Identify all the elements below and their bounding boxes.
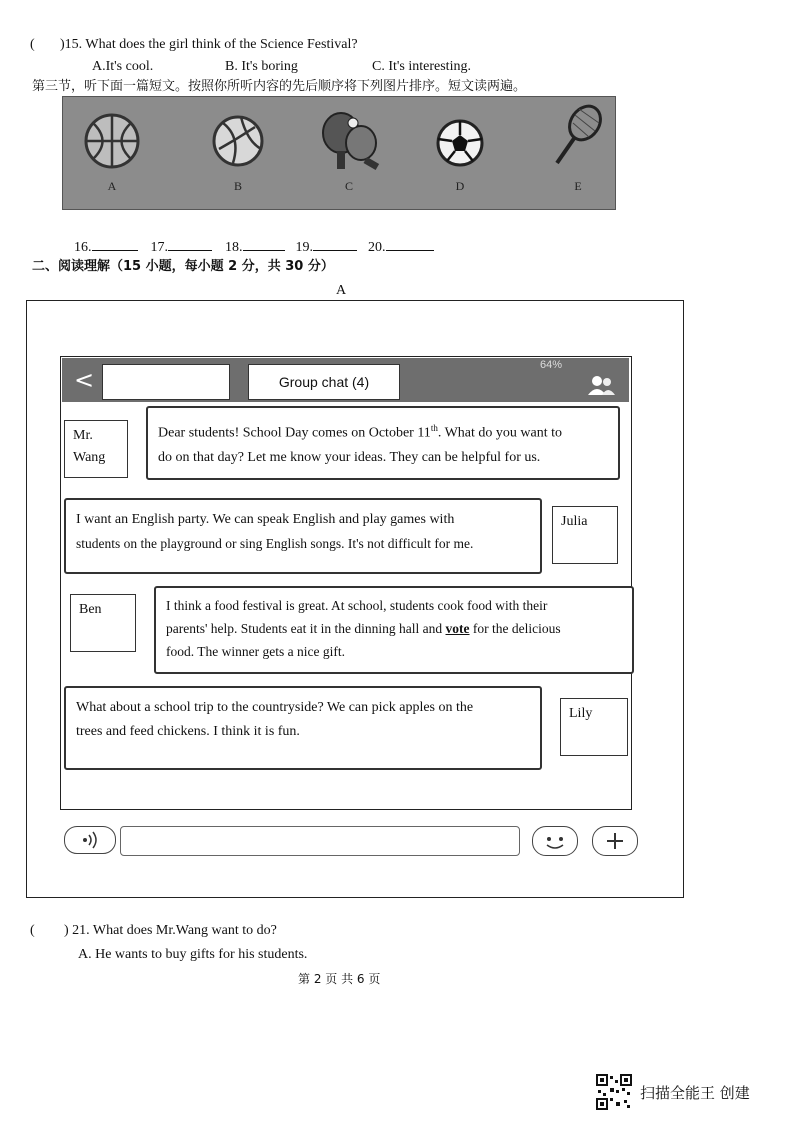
q15-option-b: B. It's boring	[225, 59, 298, 74]
msg-ben-line2b: for the delicious	[469, 621, 561, 636]
voice-icon[interactable]	[64, 826, 116, 854]
msg-mr-wang-sup: th	[430, 423, 438, 433]
tennis-racket-icon	[543, 97, 613, 177]
blank-19-label: 19.	[295, 240, 313, 255]
blank-20[interactable]	[386, 236, 434, 251]
scanner-watermark: 扫描全能王 创建	[640, 1084, 750, 1102]
part2-heading: 二、阅读理解（15 小题，每小题 2 分，共 30 分）	[32, 259, 334, 274]
blank-16-label: 16.	[74, 240, 92, 255]
sender-julia: Julia	[552, 506, 618, 564]
blank-19[interactable]	[313, 236, 357, 251]
picture-d	[425, 97, 495, 209]
picture-d-label: D	[455, 179, 465, 193]
q15-paren: (	[30, 37, 35, 52]
q15-question: )15. What does the girl think of the Science Festival?	[60, 37, 358, 52]
msg-lily-line1: What about a school trip to the countryside? We can pick apples on the	[76, 700, 474, 715]
ping-pong-icon	[309, 97, 389, 177]
message-ben	[154, 586, 634, 674]
chevron-left-icon[interactable]: <	[74, 366, 95, 394]
blank-17[interactable]	[168, 236, 212, 251]
sports-picture-strip	[62, 96, 616, 210]
message-input[interactable]	[120, 826, 520, 856]
msg-ben-line1: I think a food festival is great. At school, students cook food with their	[166, 598, 548, 613]
sender-mr-wang-line1: Mr.	[73, 428, 93, 443]
battery-status: 64%	[540, 359, 563, 371]
msg-ben-line2a: parents' help. Students eat it in the dinning hall and	[166, 621, 446, 636]
message-julia	[64, 498, 542, 574]
picture-b-label: B	[233, 179, 242, 193]
msg-mr-wang-line1b: . What do you want to	[437, 425, 562, 441]
chat-title: Group chat (4)	[248, 364, 400, 400]
sender-lily: Lily	[560, 698, 628, 756]
msg-julia-line2: students on the playground or sing English songs. It's not difficult for me.	[76, 536, 474, 551]
volleyball-icon	[203, 97, 273, 177]
q21-question: ) 21. What does Mr.Wang want to do?	[64, 923, 277, 938]
blank-18[interactable]	[243, 236, 285, 251]
plus-icon[interactable]	[592, 826, 638, 856]
picture-c	[309, 97, 389, 209]
chat-top-bar	[62, 358, 629, 402]
q15-option-c: C. It's interesting.	[372, 59, 471, 74]
sender-ben: Ben	[70, 594, 136, 652]
blank-17-label: 17.	[150, 240, 168, 255]
msg-mr-wang-line2: do on that day? Let me know your ideas. They can be helpful for us.	[158, 449, 541, 465]
page-number: 第 2 页 共 6 页	[298, 972, 381, 986]
picture-c-label: C	[344, 179, 353, 193]
picture-e	[543, 97, 613, 209]
sender-mr-wang	[64, 420, 128, 478]
answer-blanks	[74, 236, 434, 257]
msg-mr-wang-line1a: Dear students! School Day comes on October 11	[158, 425, 431, 441]
picture-b	[203, 97, 273, 209]
q15-option-a: A.It's cool.	[92, 59, 154, 74]
section3-instruction: 第三节，听下面一篇短文。按照你所听内容的先后顺序将下列图片排序。短文读两遍。	[32, 79, 527, 94]
emoji-icon[interactable]	[532, 826, 578, 856]
group-icon[interactable]	[586, 374, 616, 396]
msg-lily-line2: trees and feed chickens. I think it is fun.	[76, 724, 300, 739]
picture-a-label: A	[107, 179, 117, 193]
picture-e-label: E	[574, 179, 582, 193]
message-lily	[64, 686, 542, 770]
picture-a	[77, 97, 147, 209]
basketball-icon	[77, 97, 147, 177]
sender-mr-wang-line2: Wang	[73, 450, 106, 465]
message-mr-wang	[146, 406, 620, 480]
passage-label: A	[336, 283, 347, 298]
blank-16[interactable]	[92, 236, 138, 251]
qr-code-icon	[596, 1074, 632, 1110]
soccer-ball-icon	[425, 97, 495, 177]
back-label-box	[102, 364, 230, 400]
blank-20-label: 20.	[368, 240, 386, 255]
msg-julia-line1: I want an English party. We can speak English and play games with	[76, 512, 455, 527]
msg-ben-line3: food. The winner gets a nice gift.	[166, 644, 345, 659]
vote-word: vote	[445, 621, 470, 636]
blank-18-label: 18.	[225, 240, 243, 255]
q21-paren: (	[30, 923, 35, 938]
q21-option-a: A. He wants to buy gifts for his students.	[78, 947, 308, 962]
